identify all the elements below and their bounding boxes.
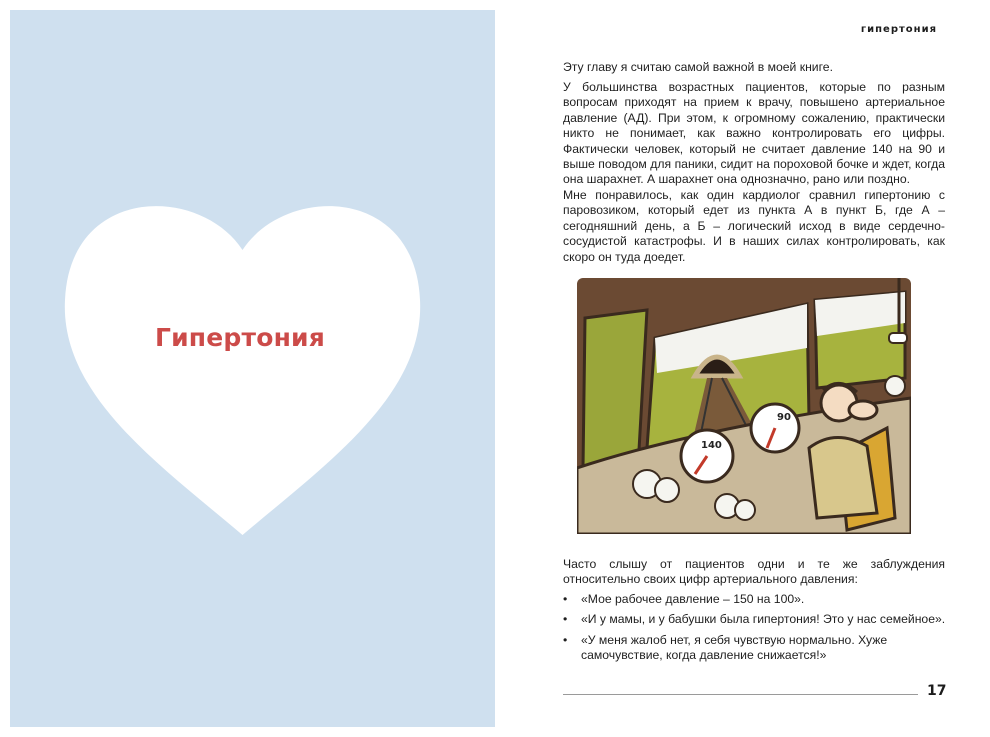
misconceptions-list [563, 592, 953, 669]
bullet-marker: • [563, 632, 568, 647]
paragraph-patients: У большинства возрастных пациентов, которые по разным вопросам приходят на прием к врачу, повышено артериальное давление (АД). При этом, к огромному сожалению, практически никто не понимает, как важно контролировать его цифры. Фактически человек, который не считает давление 140 на 90 и выше поводом для паники, сидит на пороховой бочке и ждет, когда она шарахнет. А шарахнет она однозначно, рано или поздно. [563, 80, 945, 187]
page-number: 17 [927, 683, 947, 699]
left-page [10, 10, 495, 727]
paragraph-train-metaphor: Мне понравилось, как один кардиолог сравнил гипертонию с паровозиком, который едет из пункта А в пункт Б, где А – сегодняшний день, а Б – логический исход в виде сердечно-сосудистой катастрофы. И в наших силах контролировать, как скоро он туда доедет. [563, 188, 945, 264]
paragraph-misconceptions: Часто слышу от пациентов одни и те же заблуждения относительно своих цифр артериального давления: [563, 557, 945, 587]
paragraph-intro: Эту главу я считаю самой важной в моей книге. [563, 60, 833, 74]
list-item-text: «У меня жалоб нет, я себя чувствую нормально. Хуже самочувствие, когда давление снижается!» [581, 632, 888, 663]
gauge-140-label: 140 [701, 440, 722, 451]
list-item [563, 633, 953, 664]
train-driver-illustration [577, 278, 911, 534]
running-head: гипертония [860, 24, 937, 35]
heart-shape [50, 195, 435, 540]
list-item [563, 592, 953, 607]
footer-rule [563, 694, 918, 695]
chapter-title: Гипертония [154, 323, 326, 352]
list-item-text: «Мое рабочее давление – 150 на 100». [581, 592, 805, 606]
bullet-marker: • [563, 612, 568, 627]
bullet-marker: • [563, 592, 568, 606]
list-item [563, 612, 953, 627]
gauge-90-label: 90 [777, 412, 791, 423]
list-item-text: «И у мамы, и у бабушки была гипертония! Это у нас семейное». [581, 612, 946, 627]
right-page [495, 10, 980, 727]
